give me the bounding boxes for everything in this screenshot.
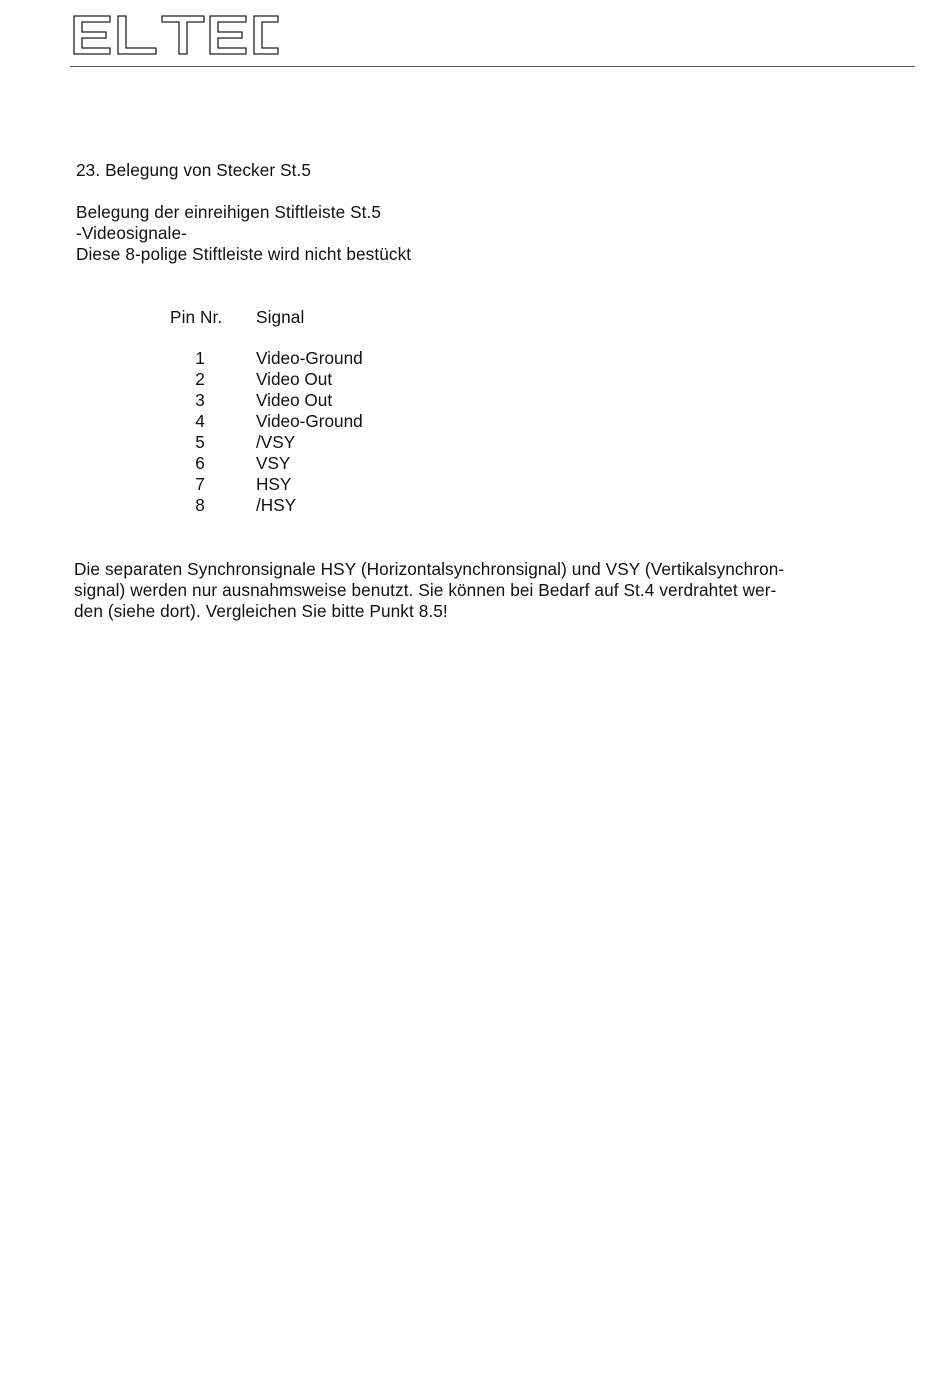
intro-line: Diese 8-polige Stiftleiste wird nicht bestückt (76, 244, 412, 264)
eltec-logo (70, 10, 280, 60)
intro-line: -Videosignale- (76, 223, 187, 243)
intro-text (76, 202, 411, 265)
signal-name: VSY (256, 453, 291, 473)
signal-name: Video Out (256, 369, 333, 389)
signal-name: Video Out (256, 390, 333, 410)
pin-column-header: Pin Nr. (170, 307, 223, 327)
header-rule (70, 66, 915, 67)
pin-number: 2 (195, 369, 205, 389)
intro-line: Belegung der einreihigen Stiftleiste St.5 (76, 202, 382, 222)
note-line: den (siehe dort). Vergleichen Sie bitte Punkt 8.5! (74, 601, 448, 621)
signal-name: Video-Ground (256, 411, 363, 431)
pin-number: 3 (195, 390, 205, 410)
signal-name: HSY (256, 474, 292, 494)
note-paragraph (74, 559, 784, 622)
pin-number: 5 (195, 432, 205, 452)
signal-name: /VSY (256, 432, 296, 452)
pin-number: 6 (195, 453, 205, 473)
pin-number: 8 (195, 495, 205, 515)
section-heading: 23. Belegung von Stecker St.5 (76, 160, 312, 180)
signal-name: Video-Ground (256, 348, 363, 368)
pin-number: 4 (195, 411, 205, 431)
pin-number: 1 (195, 348, 205, 368)
note-line: Die separaten Synchronsignale HSY (Horizontalsynchronsignal) und VSY (Vertikalsynchron- (74, 559, 785, 579)
signal-name: /HSY (256, 495, 297, 515)
pin-number: 7 (195, 474, 205, 494)
note-line: signal) werden nur ausnahmsweise benutzt. Sie können bei Bedarf auf St.4 verdrahtet wer- (74, 580, 777, 600)
signal-column-header: Signal (256, 307, 305, 327)
